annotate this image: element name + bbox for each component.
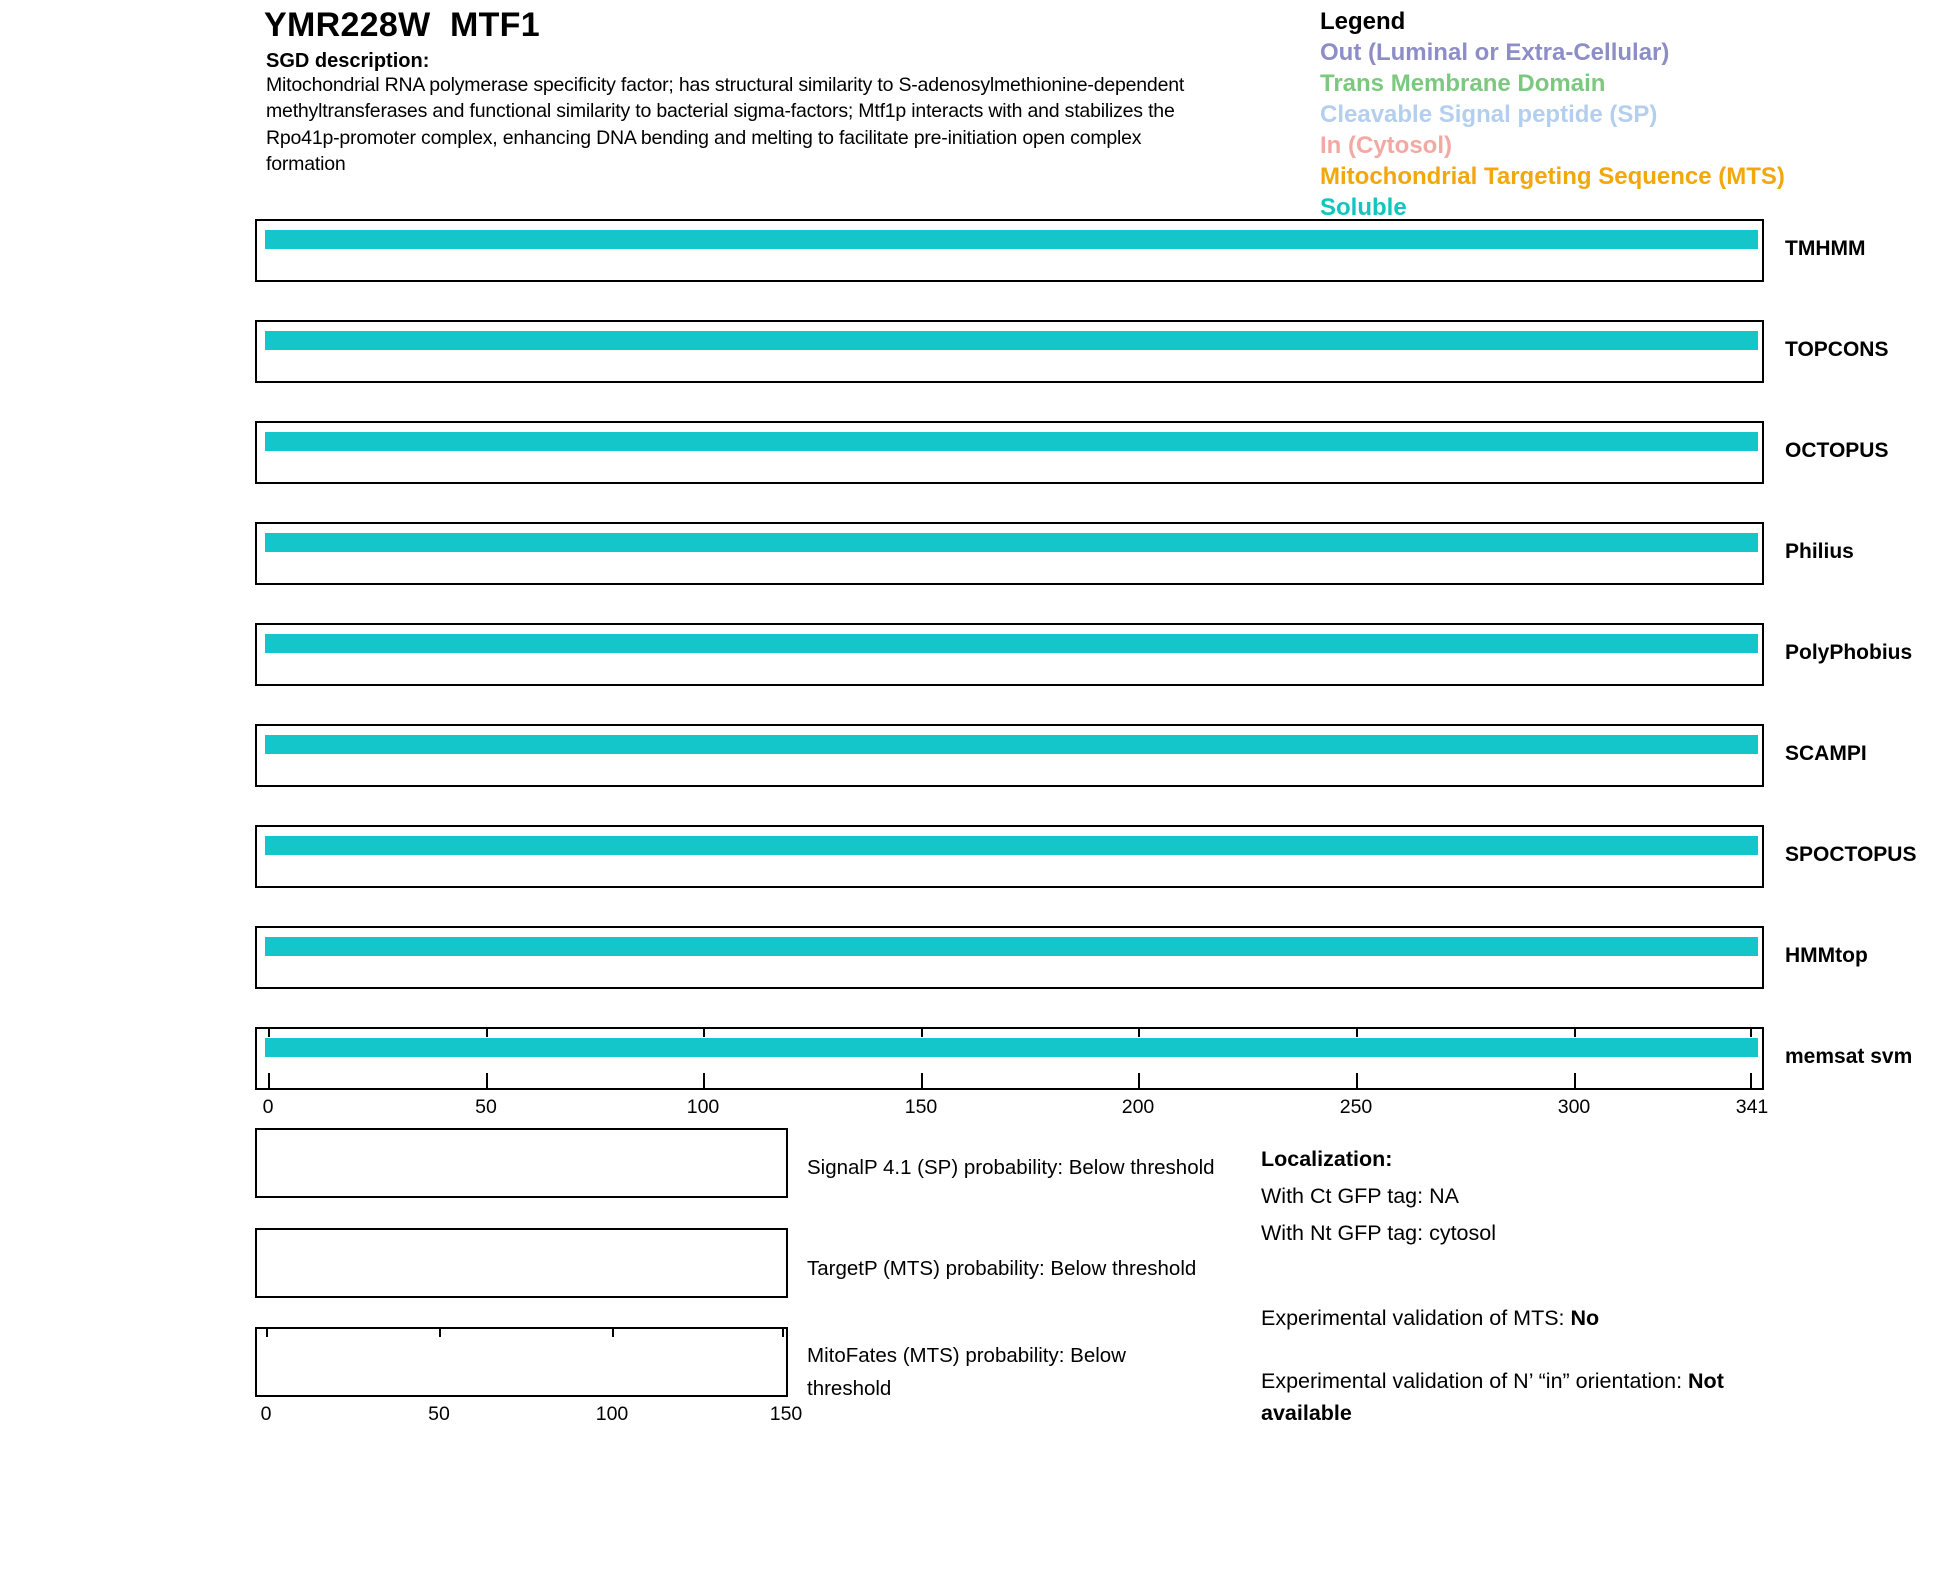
track-box-topcons xyxy=(255,320,1764,383)
track-box-tmhmm xyxy=(255,219,1764,282)
track-box-philius xyxy=(255,522,1764,585)
track-label-polyphobius: PolyPhobius xyxy=(1785,641,1913,664)
track-box-polyphobius xyxy=(255,623,1764,686)
description-line: Rpo41p-promoter complex, enhancing DNA bending and melting to facilitate pre-initiation open complex xyxy=(266,126,1142,149)
mitofates-plot-box xyxy=(255,1327,788,1397)
axis-tick xyxy=(1574,1073,1576,1088)
axis-label: 150 xyxy=(769,1403,803,1425)
axis-tick xyxy=(703,1073,705,1088)
ct-gfp-tag-line: With Ct GFP tag: NA xyxy=(1261,1184,1459,1208)
axis-label: 50 xyxy=(428,1403,450,1425)
legend-item-mts: Mitochondrial Targeting Sequence (MTS) xyxy=(1320,163,1785,190)
legend-item-signal-peptide: Cleavable Signal peptide (SP) xyxy=(1320,101,1658,128)
track-box-hmmtop xyxy=(255,926,1764,989)
description-line: Mitochondrial RNA polymerase specificity factor; has structural similarity to S-adenosylmethionine-dependent xyxy=(266,74,1185,96)
legend-item-in-cytosol: In (Cytosol) xyxy=(1320,132,1452,159)
track-box-scampi xyxy=(255,724,1764,787)
targetp-plot-box xyxy=(255,1228,788,1298)
legend-heading: Legend xyxy=(1320,8,1406,35)
description-line: formation xyxy=(266,152,346,175)
track-box-memsat-svm xyxy=(255,1027,1764,1090)
orientation-validation-value: available xyxy=(1261,1401,1352,1425)
axis-tick xyxy=(1138,1073,1140,1088)
axis-label: 150 xyxy=(904,1096,938,1118)
soluble-bar xyxy=(265,331,1758,350)
axis-tick xyxy=(266,1329,268,1337)
sgd-description-text xyxy=(266,72,1184,177)
orientation-validation-value: Not xyxy=(1688,1369,1724,1393)
orientation-validation-line xyxy=(1261,1365,1724,1429)
axis-tick xyxy=(486,1029,488,1037)
nt-gfp-tag-line: With Nt GFP tag: cytosol xyxy=(1261,1221,1496,1245)
localization-heading: Localization: xyxy=(1261,1147,1393,1171)
axis-tick xyxy=(1356,1029,1358,1037)
axis-tick xyxy=(782,1329,784,1337)
soluble-bar xyxy=(265,937,1758,956)
mts-validation-prefix: Experimental validation of MTS: xyxy=(1261,1306,1571,1330)
axis-label: 100 xyxy=(686,1096,720,1118)
track-label-scampi: SCAMPI xyxy=(1785,742,1867,765)
axis-tick xyxy=(1750,1073,1752,1088)
axis-label: 200 xyxy=(1121,1096,1155,1118)
axis-tick xyxy=(1138,1029,1140,1037)
soluble-bar xyxy=(265,634,1758,653)
legend-item-out: Out (Luminal or Extra-Cellular) xyxy=(1320,39,1670,66)
soluble-bar xyxy=(265,735,1758,754)
signalp-plot-box xyxy=(255,1128,788,1198)
orientation-validation-prefix: Experimental validation of N’ “in” orientation: xyxy=(1261,1369,1689,1393)
mitofates-plot-label: MitoFates (MTS) probability: Below threshold xyxy=(807,1344,1126,1400)
track-label-memsat-svm: memsat svm xyxy=(1785,1045,1913,1068)
axis-tick xyxy=(1356,1073,1358,1088)
soluble-bar xyxy=(265,432,1758,451)
targetp-plot-label: TargetP (MTS) probability: Below threshold xyxy=(807,1257,1197,1280)
signalp-plot-label: SignalP 4.1 (SP) probability: Below threshold xyxy=(807,1156,1215,1179)
track-label-tmhmm: TMHMM xyxy=(1785,237,1866,260)
legend-item-soluble: Soluble xyxy=(1320,194,1407,221)
axis-tick xyxy=(486,1073,488,1088)
axis-label: 50 xyxy=(475,1096,497,1118)
axis-tick xyxy=(921,1029,923,1037)
track-box-octopus xyxy=(255,421,1764,484)
soluble-bar xyxy=(265,836,1758,855)
legend xyxy=(1320,6,1785,223)
page-title: YMR228W MTF1 xyxy=(264,6,540,44)
axis-label: 100 xyxy=(595,1403,629,1425)
axis-tick xyxy=(612,1329,614,1337)
soluble-bar xyxy=(265,1038,1758,1057)
track-box-spoctopus xyxy=(255,825,1764,888)
track-label-hmmtop: HMMtop xyxy=(1785,944,1868,967)
mts-validation-value: No xyxy=(1570,1306,1600,1330)
track-label-spoctopus: SPOCTOPUS xyxy=(1785,843,1917,866)
axis-tick xyxy=(439,1329,441,1337)
axis-label: 341 xyxy=(1735,1096,1769,1118)
axis-tick xyxy=(1574,1029,1576,1037)
track-label-octopus: OCTOPUS xyxy=(1785,439,1889,462)
axis-label: 0 xyxy=(260,1403,272,1425)
axis-label: 250 xyxy=(1339,1096,1373,1118)
axis-tick xyxy=(268,1029,270,1037)
track-label-topcons: TOPCONS xyxy=(1785,338,1889,361)
axis-tick xyxy=(1750,1029,1752,1037)
axis-label: 0 xyxy=(262,1096,274,1118)
mts-validation-line xyxy=(1261,1306,1599,1331)
description-line: methyltransferases and functional similarity to bacterial sigma-factors; Mtf1p interacts with and stabilizes the xyxy=(266,100,1175,123)
soluble-bar xyxy=(265,230,1758,249)
axis-tick xyxy=(921,1073,923,1088)
soluble-bar xyxy=(265,533,1758,552)
axis-label: 300 xyxy=(1557,1096,1591,1118)
track-label-philius: Philius xyxy=(1785,540,1854,563)
legend-item-transmembrane: Trans Membrane Domain xyxy=(1320,70,1606,97)
axis-tick xyxy=(268,1073,270,1088)
axis-tick xyxy=(703,1029,705,1037)
sgd-description-label: SGD description: xyxy=(266,50,430,72)
